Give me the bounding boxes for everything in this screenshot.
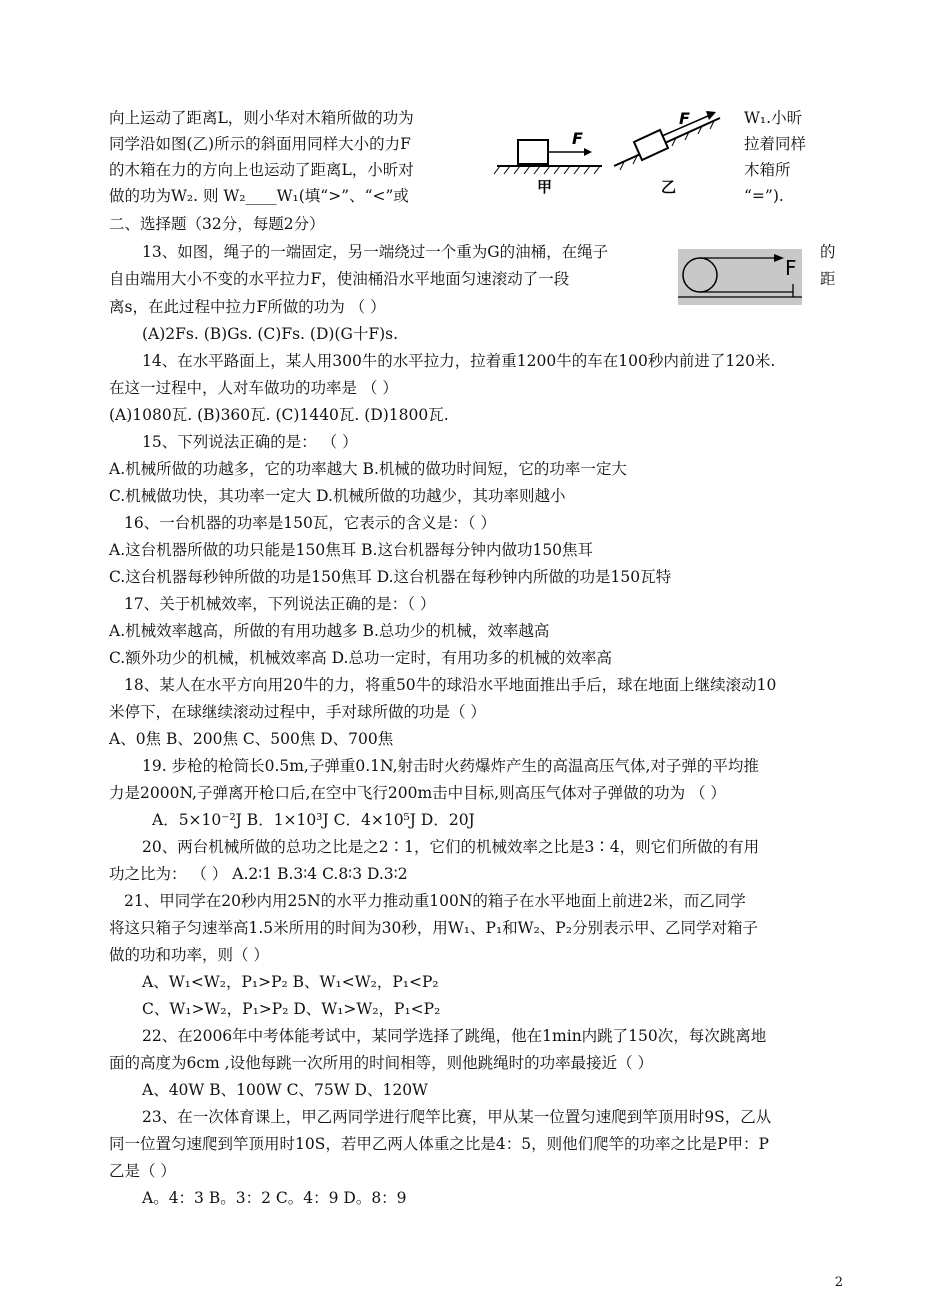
q23-line-1: 23、在一次体育课上，甲乙两同学进行爬竿比赛，甲从某一位置匀速爬到竿顶用时9S，乙从 [142, 1108, 772, 1126]
q17-options-ab: A.机械效率越高，所做的有用功越多 B.总功少的机械，效率越高 [109, 622, 550, 640]
q14-line-1: 14、在水平路面上，某人用300牛的水平拉力，拉着重1200牛的车在100秒内前进了120米. [142, 352, 776, 370]
q22-line-2: 面的高度为6cm ,设他每跳一次所用的时间相等，则他跳绳时的功率最接近（ ） [109, 1054, 654, 1072]
force-label-yi: F [679, 109, 690, 128]
q17-line-1: 17、关于机械效率，下列说法正确的是：（ ） [124, 595, 436, 613]
q14-options: (A)1080瓦. (B)360瓦. (C)1440瓦. (D)1800瓦. [109, 406, 449, 424]
q12-line-3-right: 木箱所 [744, 161, 791, 179]
label-jia: 甲 [537, 178, 553, 196]
q15-options-ab: A.机械所做的功越多，它的功率越大 B.机械的做功时间短，它的功率一定大 [109, 460, 627, 478]
label-yi: 乙 [661, 178, 677, 196]
page-number: 2 [834, 1275, 843, 1290]
arrow-head-jia [584, 148, 592, 156]
q21-options-ab: A、W₁<W₂，P₁>P₂ B、W₁<W₂，P₁<P₂ [142, 973, 439, 991]
q13-line-1: 13、如图，绳子的一端固定，另一端绕过一个重为G的油桶，在绳子 [142, 243, 609, 261]
q12-line-4: 做的功为W₂. 则 W₂____W₁(填“>”、“<”或 [109, 187, 409, 205]
q22-line-1: 22、在2006年中考体能考试中，某同学选择了跳绳，他在1min内跳了150次，每次跳离地 [142, 1027, 767, 1045]
box-jia [518, 140, 548, 164]
q20-line-1: 20、两台机械所做的总功之比是之2∶1，它们的机械效率之比是3∶4，则它们所做的有用 [142, 838, 760, 856]
q19-line-2: 力是2000N,子弹离开枪口后,在空中飞行200m击中目标,则高压气体对子弹做的功为 （ ） [109, 784, 726, 802]
q13-line-2: 自由端用大小不变的水平拉力F，使油桶沿水平地面匀速滚动了一段 [109, 270, 570, 288]
q16-line-1: 16、一台机器的功率是150瓦，它表示的含义是：（ ） [124, 514, 496, 532]
q13-options: (A)2Fs. (B)Gs. (C)Fs. (D)(G十F)s. [142, 325, 399, 343]
q12-line-3: 的木箱在力的方向上也运动了距离L，小昕对 [109, 161, 414, 179]
q23-line-3: 乙是（ ） [109, 1162, 176, 1180]
q12-line-1: 向上运动了距离L，则小华对木箱所做的功为 [109, 109, 414, 127]
q17-options-cd: C.额外功少的机械，机械效率高 D.总功一定时，有用功多的机械的效率高 [109, 649, 612, 667]
q21-line-2: 将这只箱子匀速举高1.5米所用的时间为30秒，用W₁、P₁和W₂、P₂分别表示甲、乙同学对箱子 [109, 919, 758, 937]
q13-line-3: 离s，在此过程中拉力F所做的功为 （ ） [109, 298, 386, 316]
incline-line [614, 118, 720, 166]
q23-options: A。4：3 B。3：2 C。4：9 D。8：9 [142, 1189, 407, 1207]
q21-options-cd: C、W₁>W₂，P₁>P₂ D、W₁>W₂，P₁<P₂ [142, 1000, 441, 1018]
q21-line-3: 做的功和功率，则（ ） [109, 946, 269, 964]
q21-line-1: 21、甲同学在20秒内用25N的水平力推动重100N的箱子在水平地面上前进2米，而乙同学 [124, 892, 746, 910]
section-heading: 二、选择题（32分，每题2分） [109, 215, 325, 233]
q18-line-1: 18、某人在水平方向用20牛的力，将重50牛的球沿水平地面推出手后，球在地面上继续滚动10 [124, 676, 777, 694]
q19-line-1: 19. 步枪的枪筒长0.5m,子弹重0.1N,射击时火药爆炸产生的高温高压气体,对子弹的平均推 [142, 757, 759, 775]
q23-line-2: 同一位置匀速爬到竿顶用时10S，若甲乙两人体重之比是4：5，则他们爬竿的功率之比是P甲：P [109, 1135, 769, 1153]
q12-line-2-right: 拉着同样 [744, 135, 807, 153]
q15-options-cd: C.机械做功快，其功率一定大 D.机械所做的功越少，其功率则越小 [109, 487, 566, 505]
box-yi [634, 130, 668, 160]
q13-line-1-right: 的 [820, 243, 836, 261]
q12-line-2: 同学沿如图(乙)所示的斜面用同样大小的力F [109, 135, 411, 153]
q16-options-cd: C.这台机器每秒钟所做的功是150焦耳 D.这台机器在每秒钟内所做的功是150瓦特 [109, 568, 672, 586]
q12-line-1-right: W₁.小昕 [744, 109, 803, 127]
force-label-13: F [785, 256, 797, 280]
q13-line-2-right: 距 [820, 270, 836, 288]
q13-figure [678, 249, 802, 305]
q18-line-2: 米停下，在球继续滚动过程中，手对球所做的功是（ ） [109, 703, 486, 721]
arrow-head-yi [706, 111, 716, 120]
q12-line-4-right: “=”). [744, 187, 784, 205]
q15-line-1: 15、下列说法正确的是： （ ） [142, 433, 358, 451]
force-label-jia: F [572, 129, 583, 148]
oil-drum [683, 258, 717, 292]
q20-line-2: 功之比为： （ ） A.2∶1 B.3∶4 C.8∶3 D.3∶2 [109, 865, 408, 883]
q16-options-ab: A.这台机器所做的功只能是150焦耳 B.这台机器每分钟内做功150焦耳 [109, 541, 594, 559]
q22-options: A、40W B、100W C、75W D、120W [142, 1081, 428, 1099]
q14-line-2: 在这一过程中，人对车做功的功率是 （ ） [109, 379, 398, 397]
q19-options: A．5×10⁻²J B．1×10³J C．4×10⁵J D．20J [152, 811, 475, 829]
q18-options: A、0焦 B、200焦 C、500焦 D、700焦 [109, 730, 394, 748]
q12-figure [492, 108, 732, 203]
